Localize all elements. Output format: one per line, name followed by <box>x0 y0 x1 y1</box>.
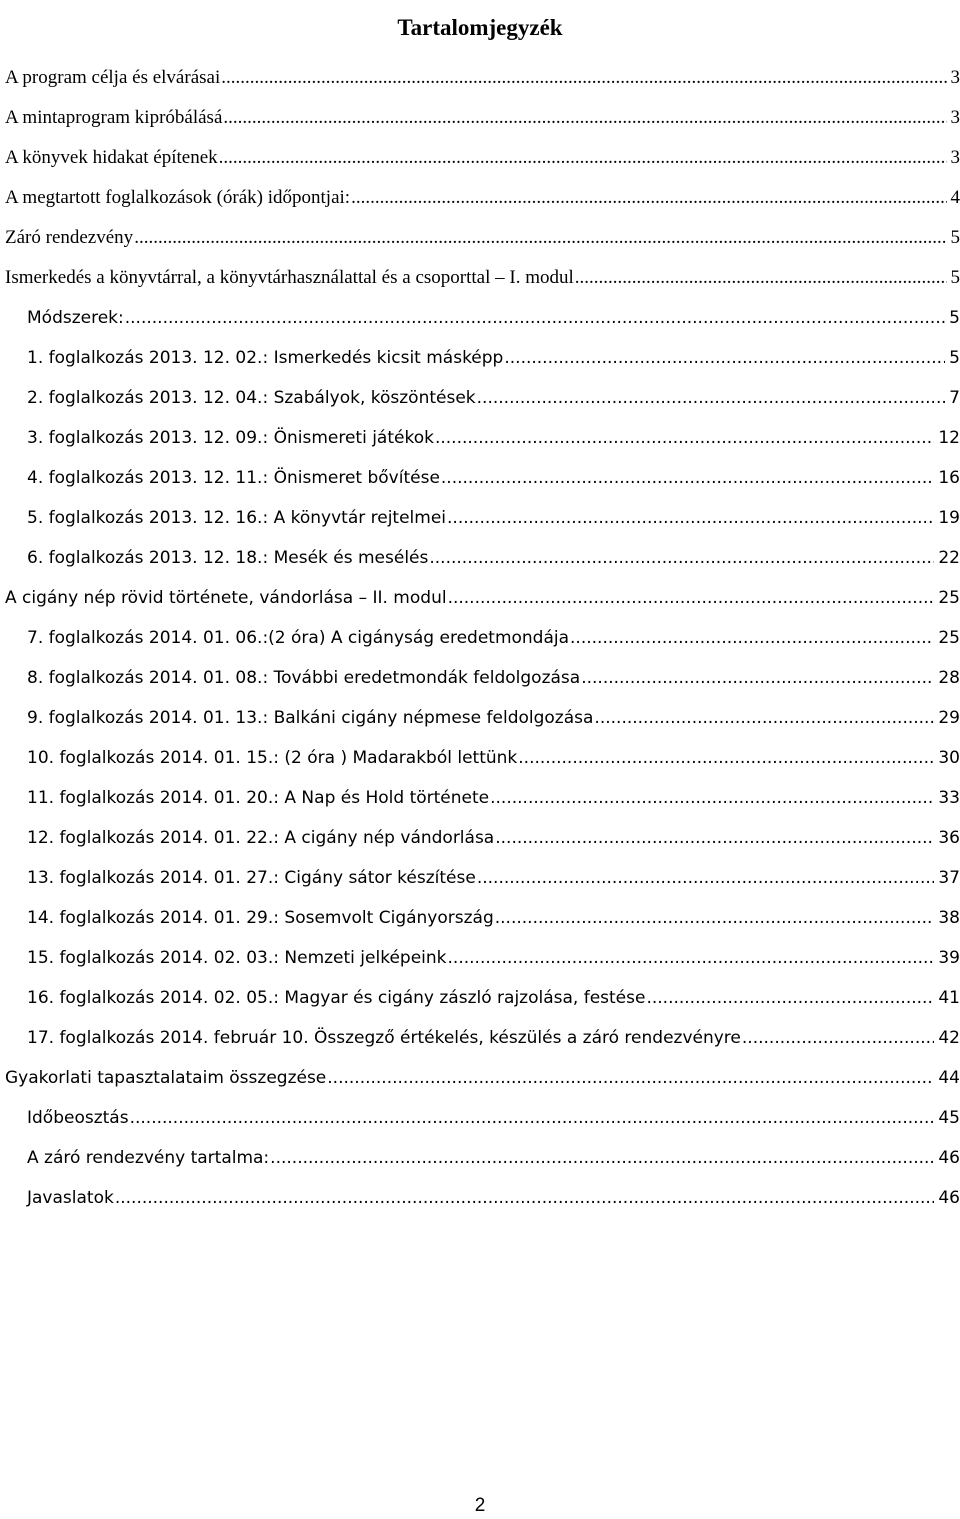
toc-entry[interactable] <box>0 338 960 378</box>
toc-dot-leader <box>575 267 947 289</box>
toc-title: Tartalomjegyzék <box>397 15 563 41</box>
toc-entry[interactable] <box>0 618 960 658</box>
toc-entry-label: 14. foglalkozás 2014. 01. 29.: Sosemvolt Cigányország <box>27 908 494 928</box>
toc-dot-leader <box>742 1028 934 1048</box>
toc-entry[interactable] <box>0 178 960 218</box>
toc-entry-page: 5 <box>949 308 960 328</box>
toc-entry[interactable] <box>0 258 960 298</box>
toc-entry-page: 46 <box>938 1148 960 1168</box>
page-number: 2 <box>474 1495 486 1516</box>
toc-entry-page: 16 <box>938 468 960 488</box>
toc-entry[interactable] <box>0 138 960 178</box>
toc-entry[interactable] <box>0 498 960 538</box>
toc-entry[interactable] <box>0 418 960 458</box>
toc-entry-page: 33 <box>938 788 960 808</box>
toc-entry[interactable] <box>0 1138 960 1178</box>
toc-entry-label: 11. foglalkozás 2014. 01. 20.: A Nap és Hold története <box>27 788 490 808</box>
toc-entry[interactable] <box>0 1178 960 1218</box>
toc-entry-page: 7 <box>949 388 960 408</box>
toc-entry-page: 5 <box>950 267 960 288</box>
toc-dot-leader <box>270 1148 934 1168</box>
toc-entry[interactable] <box>0 458 960 498</box>
toc-dot-leader <box>477 868 935 888</box>
toc-entry-page: 3 <box>950 107 960 128</box>
toc-entry[interactable] <box>0 378 960 418</box>
toc-entry-label: Módszerek: <box>27 308 124 328</box>
toc-dot-leader <box>327 1068 934 1088</box>
toc-entry[interactable] <box>0 58 960 98</box>
toc-entry[interactable] <box>0 978 960 1018</box>
toc-dot-leader <box>223 107 946 129</box>
toc-dot-leader <box>477 388 946 408</box>
toc-dot-leader <box>594 708 934 728</box>
toc-entry-label: 5. foglalkozás 2013. 12. 16.: A könyvtár rejtelmei <box>27 508 447 528</box>
toc-entry-label: 4. foglalkozás 2013. 12. 11.: Önismeret bővítése <box>27 468 440 488</box>
toc-entry-page: 30 <box>938 748 960 768</box>
toc-entry-label: 9. foglalkozás 2014. 01. 13.: Balkáni cigány népmese feldolgozása <box>27 708 594 728</box>
toc-entry-page: 5 <box>949 348 960 368</box>
toc-dot-leader <box>134 227 946 249</box>
toc-entry[interactable] <box>0 898 960 938</box>
toc-entry[interactable] <box>0 538 960 578</box>
toc-dot-leader <box>504 348 945 368</box>
toc-dot-leader <box>447 508 934 528</box>
toc-dot-leader <box>490 788 934 808</box>
toc-dot-leader <box>448 588 935 608</box>
toc-entry-label: A cigány nép rövid története, vándorlása – II. modul <box>5 588 447 608</box>
toc-entry-label: A záró rendezvény tartalma: <box>27 1148 270 1168</box>
toc-dot-leader <box>115 1188 935 1208</box>
toc-entry-label: 15. foglalkozás 2014. 02. 03.: Nemzeti jelképeink <box>27 948 447 968</box>
toc-entry[interactable] <box>0 578 960 618</box>
toc-entry-page: 38 <box>938 908 960 928</box>
toc-entry-label: Gyakorlati tapasztalataim összegzése <box>5 1068 327 1088</box>
toc-entry-label: 2. foglalkozás 2013. 12. 04.: Szabályok, köszöntések <box>27 388 476 408</box>
toc-dot-leader <box>125 308 945 328</box>
toc-dot-leader <box>221 67 946 89</box>
toc-entry[interactable] <box>0 1098 960 1138</box>
toc-entry-label: 6. foglalkozás 2013. 12. 18.: Mesék és mesélés <box>27 548 429 568</box>
toc-entry-page: 29 <box>938 708 960 728</box>
toc-entry[interactable] <box>0 1058 960 1098</box>
toc-entry-label: 10. foglalkozás 2014. 01. 15.: (2 óra ) Madarakból lettünk <box>27 748 518 768</box>
toc-entry-page: 3 <box>950 147 960 168</box>
toc-entry-label: 13. foglalkozás 2014. 01. 27.: Cigány sátor készítése <box>27 868 476 888</box>
toc-entry[interactable] <box>0 818 960 858</box>
toc-entry-page: 36 <box>938 828 960 848</box>
toc-entry-label: 16. foglalkozás 2014. 02. 05.: Magyar és cigány zászló rajzolása, festése <box>27 988 646 1008</box>
toc-entry-page: 12 <box>938 428 960 448</box>
toc-entry[interactable] <box>0 1018 960 1058</box>
toc-entry-label: 8. foglalkozás 2014. 01. 08.: További eredetmondák feldolgozása <box>27 668 581 688</box>
toc-entry-page: 39 <box>938 948 960 968</box>
toc-entry-label: 3. foglalkozás 2013. 12. 09.: Önismereti játékok <box>27 428 434 448</box>
toc-entry-page: 44 <box>938 1068 960 1088</box>
toc-entry-label: A megtartott foglalkozások (órák) időpontjai: <box>5 187 351 208</box>
toc-dot-leader <box>518 748 934 768</box>
toc-entry-label: A könyvek hidakat építenek <box>5 147 218 168</box>
toc-entry-label: Időbeosztás <box>27 1108 129 1128</box>
toc-dot-leader <box>581 668 934 688</box>
toc-entry-page: 45 <box>938 1108 960 1128</box>
toc-entry-label: 17. foglalkozás 2014. február 10. Összegző értékelés, készülés a záró rendezvényre <box>27 1028 741 1048</box>
toc-dot-leader <box>219 147 947 169</box>
toc-list <box>0 58 960 1218</box>
toc-entry-page: 3 <box>950 67 960 88</box>
toc-entry-page: 46 <box>938 1188 960 1208</box>
toc-entry-page: 25 <box>938 588 960 608</box>
toc-dot-leader <box>351 187 946 209</box>
toc-dot-leader <box>130 1108 935 1128</box>
toc-entry[interactable] <box>0 98 960 138</box>
toc-dot-leader <box>429 548 934 568</box>
toc-entry-page: 22 <box>938 548 960 568</box>
toc-entry-label: 7. foglalkozás 2014. 01. 06.:(2 óra) A cigányság eredetmondája <box>27 628 570 648</box>
toc-entry-page: 42 <box>938 1028 960 1048</box>
toc-entry-label: 1. foglalkozás 2013. 12. 02.: Ismerkedés kicsit másképp <box>27 348 504 368</box>
toc-entry[interactable] <box>0 778 960 818</box>
toc-entry[interactable] <box>0 858 960 898</box>
toc-entry-page: 25 <box>938 628 960 648</box>
toc-entry[interactable] <box>0 218 960 258</box>
toc-dot-leader <box>435 428 934 448</box>
toc-dot-leader <box>646 988 934 1008</box>
toc-entry-page: 19 <box>938 508 960 528</box>
toc-entry[interactable] <box>0 738 960 778</box>
toc-dot-leader <box>570 628 934 648</box>
toc-dot-leader <box>495 908 935 928</box>
toc-entry-label: Javaslatok <box>27 1188 114 1208</box>
toc-entry-page: 5 <box>950 227 960 248</box>
toc-entry-label: Záró rendezvény <box>5 227 134 248</box>
toc-entry[interactable] <box>0 298 960 338</box>
toc-entry-page: 4 <box>950 187 960 208</box>
toc-entry-label: A mintaprogram kipróbálásá <box>5 107 223 128</box>
toc-entry-label: 12. foglalkozás 2014. 01. 22.: A cigány nép vándorlása <box>27 828 495 848</box>
toc-dot-leader <box>448 948 935 968</box>
toc-entry[interactable] <box>0 938 960 978</box>
toc-entry-page: 28 <box>938 668 960 688</box>
toc-dot-leader <box>495 828 934 848</box>
toc-dot-leader <box>441 468 934 488</box>
toc-entry[interactable] <box>0 698 960 738</box>
toc-entry-label: A program célja és elvárásai <box>5 67 221 88</box>
toc-entry-label: Ismerkedés a könyvtárral, a könyvtárhasználattal és a csoporttal – I. modul <box>5 267 574 288</box>
toc-entry-page: 37 <box>938 868 960 888</box>
toc-entry-page: 41 <box>938 988 960 1008</box>
toc-entry[interactable] <box>0 658 960 698</box>
